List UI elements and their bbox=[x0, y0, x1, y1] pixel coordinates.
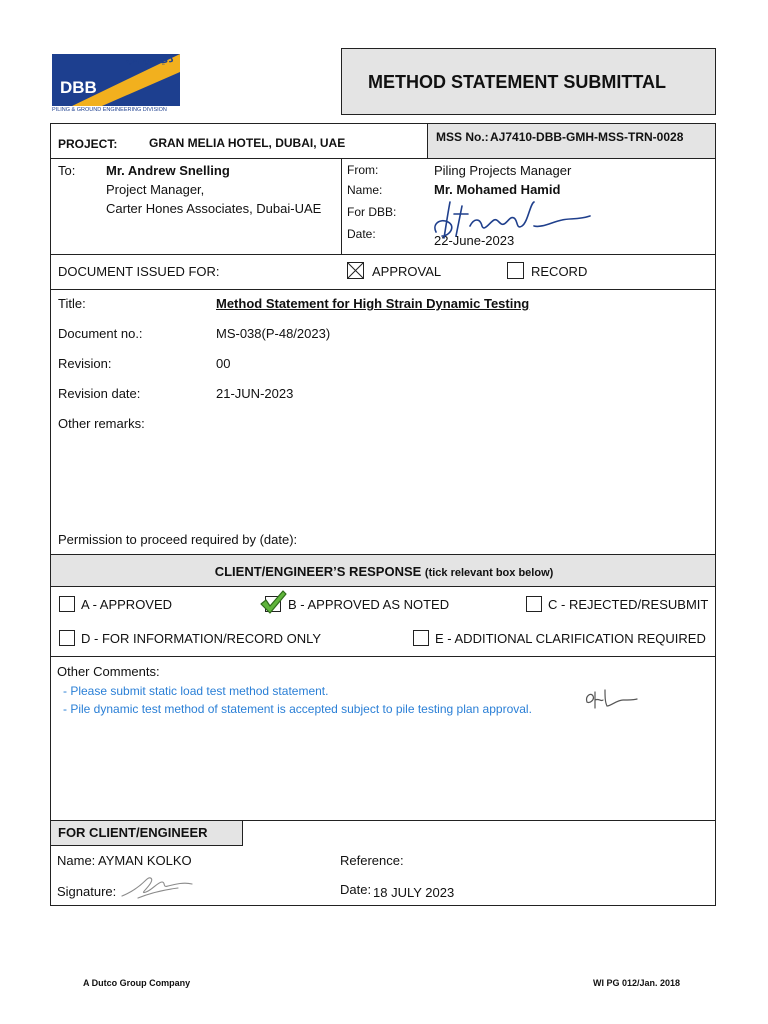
response-heading-text: CLIENT/ENGINEER’S RESPONSE bbox=[214, 564, 422, 579]
option-e-checkbox[interactable] bbox=[413, 630, 429, 646]
for-dbb-label: For DBB: bbox=[347, 205, 397, 219]
comment-initials bbox=[583, 688, 639, 710]
option-e-label: E - ADDITIONAL CLARIFICATION REQUIRED bbox=[435, 631, 706, 646]
comments-label: Other Comments: bbox=[57, 664, 160, 679]
option-a-checkbox[interactable] bbox=[59, 596, 75, 612]
comment-line-2: - Pile dynamic test method of statement is accepted subject to pile testing plan approval. bbox=[63, 702, 532, 716]
green-check-icon bbox=[258, 588, 288, 616]
project-label: PROJECT: bbox=[58, 137, 118, 151]
from-label: From: bbox=[347, 163, 379, 177]
title-value: Method Statement for High Strain Dynamic Testing bbox=[216, 296, 530, 311]
option-d-checkbox[interactable] bbox=[59, 630, 75, 646]
title-label: Title: bbox=[58, 296, 86, 311]
name-label: Name: bbox=[347, 183, 383, 197]
from-value: Piling Projects Manager bbox=[434, 163, 572, 178]
option-c-checkbox[interactable] bbox=[526, 596, 542, 612]
record-checkbox[interactable] bbox=[507, 262, 524, 279]
remarks-label: Other remarks: bbox=[58, 416, 145, 431]
cross-mark-icon bbox=[348, 263, 363, 278]
logo-brand: DBB bbox=[60, 78, 97, 97]
to-label: To: bbox=[58, 163, 76, 178]
client-name-value: AYMAN KOLKO bbox=[98, 853, 192, 868]
to-company: Carter Hones Associates, Dubai-UAE bbox=[106, 201, 322, 216]
company-logo bbox=[52, 48, 180, 116]
project-value: GRAN MELIA HOTEL, DUBAI, UAE bbox=[149, 136, 346, 150]
to-name: Mr. Andrew Snelling bbox=[106, 163, 230, 178]
option-a-label: A - APPROVED bbox=[81, 597, 173, 612]
approval-checkbox[interactable] bbox=[347, 262, 364, 279]
page-title: METHOD STATEMENT SUBMITTAL bbox=[368, 72, 666, 92]
approval-label: APPROVAL bbox=[372, 264, 442, 279]
option-d-label: D - FOR INFORMATION/RECORD ONLY bbox=[81, 631, 322, 646]
footer-right: WI PG 012/Jan. 2018 bbox=[593, 978, 681, 988]
issued-label: DOCUMENT ISSUED FOR: bbox=[58, 264, 220, 279]
logo-arabic: دي بي بي bbox=[126, 54, 174, 65]
dbb-signature bbox=[430, 196, 595, 242]
client-signature bbox=[118, 872, 194, 902]
footer-left: A Dutco Group Company bbox=[83, 978, 191, 988]
revdate-value: 21-JUN-2023 bbox=[216, 386, 294, 401]
client-date-label: Date: bbox=[340, 882, 372, 897]
logo-division: PILING & GROUND ENGINEERING DIVISION bbox=[52, 107, 167, 113]
response-heading bbox=[0, 564, 768, 579]
reference-label: Reference: bbox=[340, 853, 404, 868]
docno-value: MS-038(P-48/2023) bbox=[216, 326, 331, 341]
client-name-label: Name: bbox=[57, 853, 96, 868]
form-frame bbox=[50, 123, 716, 906]
signature-label: Signature: bbox=[57, 884, 117, 899]
option-c-label: C - REJECTED/RESUBMIT bbox=[548, 597, 709, 612]
revision-value: 00 bbox=[216, 356, 231, 371]
record-label: RECORD bbox=[531, 264, 588, 279]
client-date-value: 18 JULY 2023 bbox=[373, 885, 455, 900]
to-role: Project Manager, bbox=[106, 182, 205, 197]
mss-value: AJ7410-DBB-GMH-MSS-TRN-0028 bbox=[490, 130, 684, 144]
revision-label: Revision: bbox=[58, 356, 112, 371]
comment-line-1: - Please submit static load test method statement. bbox=[63, 684, 329, 698]
option-b-label: B - APPROVED AS NOTED bbox=[288, 597, 450, 612]
permission-label: Permission to proceed required by (date): bbox=[58, 532, 298, 547]
mss-label: MSS No.: bbox=[436, 130, 489, 144]
date-value: 22-June-2023 bbox=[434, 233, 515, 248]
name-value: Mr. Mohamed Hamid bbox=[434, 182, 561, 197]
revdate-label: Revision date: bbox=[58, 386, 141, 401]
date-label: Date: bbox=[347, 227, 376, 241]
response-heading-note: (tick relevant box below) bbox=[424, 567, 554, 579]
docno-label: Document no.: bbox=[58, 326, 143, 341]
client-heading: FOR CLIENT/ENGINEER bbox=[58, 825, 208, 840]
